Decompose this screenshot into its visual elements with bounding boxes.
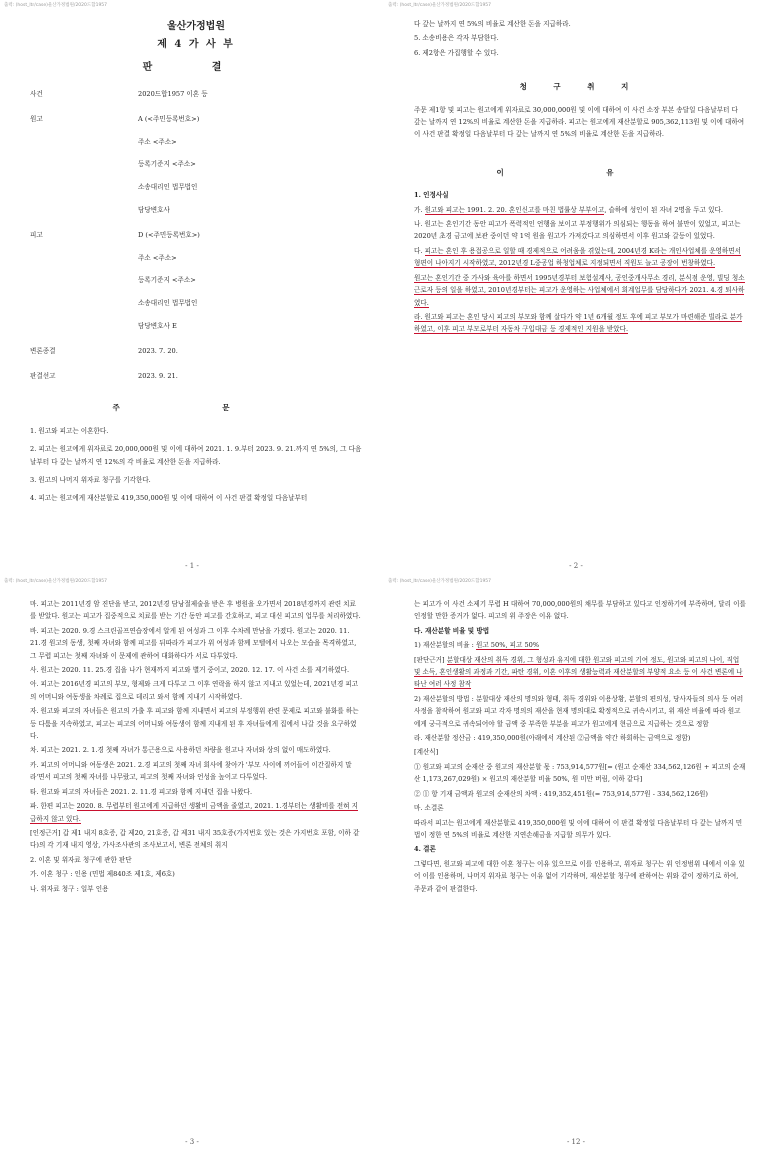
paragraph: 는 피고가 이 사건 소제기 무렵 H 대하여 70,000,000원의 채무를 부담하고 있다고 인정하기에 부족하며, 달리 이를 인정할 만한 증거가 없다. 피고의 위 주장은 이유 없다.	[414, 600, 746, 621]
order-item: 3. 원고의 나머지 위자료 청구를 기각한다.	[30, 475, 151, 484]
court-name: 울산가정법원	[167, 21, 225, 32]
plaintiff-row	[30, 113, 362, 217]
case-row	[30, 88, 362, 101]
close-label: 변론종결	[30, 346, 56, 355]
plaintiff-line: 소송대리인 법무법인	[138, 183, 198, 192]
close-row	[30, 345, 362, 358]
case-value: 2020드합1957 이혼 등	[138, 90, 208, 98]
paragraph: ② ① 항 기재 금액과 원고의 순재산의 차액 : 419,352,451원(= 753,914,577원 - 334,562,126원)	[414, 789, 708, 798]
section-title: 이 유	[496, 167, 664, 177]
paragraph: 카. 피고의 어머니와 여동생은 2021. 2.경 피고의 첫째 자녀 회사에 찾아가 '부모 사이에 끼어들어 이간질하지 말라'면서 피고의 첫째 자녀를 나무랐고, 피고의 첫째 자녀와 언성을 높이고 다투었다.	[30, 760, 352, 782]
close-value: 2023. 7. 20.	[138, 346, 178, 355]
ratio-line: 1) 재산분할의 비율 : 원고 50%, 피고 50%	[414, 641, 540, 650]
text-line: 마. 소결론	[414, 804, 444, 813]
case-label: 사건	[30, 90, 43, 98]
ruling-value: 2023. 9. 21.	[138, 371, 178, 380]
page-header: 출력: (host_ltr/case)울산가정법원/2020드합1957	[4, 3, 108, 8]
defendant-row	[30, 229, 362, 333]
department: 제 4 가 사 부	[157, 39, 235, 50]
paragraph: ① 원고와 피고의 순재산 중 원고의 재산분할 몫 : 753,914,577원[= (원고 순재산 334,562,126원 + 피고의 순재산 1,173,267,029원) × 원고의 재산분할 비율 50%, 원 미만 버림, 이하 같다]	[414, 762, 746, 784]
paragraph-da: 다. 피고는 혼인 후 용접공으로 일할 때 경제적으로 어려움을 겪었는데, 2004년경 K라는 개인사업체를 운영하면서 형편이 나아지기 시작하였고, 2012년경 L중공업 하청업체로 지정되면서 직원도 늘고 공장이 번창하였다.	[414, 246, 742, 268]
text-line: 다 갚는 날까지 연 5%의 비율로 계산한 돈을 지급하라.	[414, 20, 571, 28]
defendant-label: 피고	[30, 230, 43, 239]
sub-heading: 4. 결론	[414, 845, 436, 854]
ruling-row	[30, 370, 362, 383]
claim-text: 주문 제1항 및 피고는 원고에게 위자료로 30,000,000원 및 이에 대하여 이 사건 소장 부본 송달일 다음날부터 다 갚는 날까지 연 12%의 비율로 계산한 돈을 지급하라. 피고는 원고에게 재산분할로 905,362,113원 및 이에 대하여 이 사건 판결 확정일 다음날부터 다 갚는 날까지 연 5%의 비율로 계산한 돈을 지급하라.	[414, 105, 745, 139]
paragraph: 라. 재산분할 정산금 : 419,350,000원(아래에서 계산된 ②금액을 약간 하회하는 금액으로 정함)	[414, 734, 691, 743]
defendant-line: D (<주민등록번호>)	[138, 230, 200, 239]
paragraph-wife	[414, 272, 746, 309]
page-header: 출력: (host_ltr/case)울산가정법원/2020드합1957	[388, 3, 492, 8]
text-line: 5. 소송비용은 각자 부담한다.	[414, 34, 499, 43]
order-item: 1. 원고와 피고는 이혼한다.	[30, 426, 109, 435]
order-item: 2. 피고는 원고에게 위자료로 20,000,000원 및 이에 대하여 2021. 1. 9.부터 2023. 9. 21.까지 연 5%의, 그 다음날부터 다 갚는 날까지 연 12%의 각 비율로 계산한 돈을 지급하라.	[30, 445, 362, 466]
paragraph-na: 나. 원고는 혼인기간 동안 피고가 폭력적인 언행을 보이고 부정행위가 의심되는 행동을 하여 불만이 있었고, 피고는 2020년 초경 금고에 보관 중이던 약 1억 원을 원고가 가져갔다고 의심하면서 이후 원고와 갈등이 있었다.	[414, 220, 741, 241]
underlined-text: 원고 50%, 피고 50%	[475, 641, 540, 650]
underlined-text: 원고는 혼인기간 중 가사와 육아를 하면서 1995년경부터 보험설계사, 공인중개사무소 경리, 분식점 운영, 빌딩 청소근로자 등의 일을 하였고, 2010년경부터는 피고가 운영하는 사업체에서 회계업무를 담당하다가 2021. 4.경 퇴사하였다.	[414, 273, 745, 307]
text-line: 6. 제2항은 가집행할 수 있다.	[414, 48, 499, 57]
defendant-line: 담당변호사 E	[138, 321, 177, 330]
text-line: 나. 위자료 청구 : 일부 인용	[30, 884, 109, 893]
paragraph: 타. 원고와 피고의 자녀들은 2021. 2. 11.경 피고와 함께 지내던 집을 나왔다.	[30, 787, 253, 796]
page-header: 출력: (host_ltr/case)울산가정법원/2020드합1957	[388, 579, 492, 584]
order-item: 4. 피고는 원고에게 재산분할로 419,350,000원 및 이에 대하여 이 사건 판결 확정일 다음날부터	[30, 494, 308, 503]
plaintiff-line: 등록기준지 <주소>	[138, 160, 196, 169]
paragraph: 아. 피고는 2016년경 피고의 부모, 형제와 크게 다투고 그 이후 연락을 하지 않고 지내고 있었는데, 2021년경 피고의 어머니와 여동생을 차례로 집으로 데리고 와서 함께 지내기 시작하였다.	[30, 680, 359, 701]
underlined-text: 원고와 피고는 1991. 2. 20. 혼인신고를 마친 법률상 부부이고	[424, 205, 605, 214]
paragraph: 사. 원고는 2020. 11. 25.경 집을 나가 현재까지 피고와 별거 중이고, 2020. 12. 17. 이 사건 소를 제기하였다.	[30, 666, 350, 675]
text-line: [계산식]	[414, 748, 439, 757]
sub-heading: 1. 인정사실	[414, 191, 449, 200]
plaintiff-line: A (<주민등록번호>)	[138, 114, 200, 123]
paragraph: 따라서 피고는 원고에게 재산분할로 419,350,000원 및 이에 대하여 이 판결 확정일 다음날부터 다 갚는 날까지 민법이 정한 연 5%의 비율로 계산한 지연손해금을 지급할 의무가 있다.	[414, 818, 743, 839]
section-title: 주 문	[112, 403, 280, 413]
page-header: 출력: (host_ltr/case)울산가정법원/2020드합1957	[4, 579, 108, 584]
paragraph: 그렇다면, 원고와 피고에 대한 이혼 청구는 이유 있으므로 이를 인용하고, 위자료 청구는 위 인정범위 내에서 이유 있어 이를 인용하며, 나머지 위자료 청구는 이유 없어 기각하며, 재산분할 청구에 관하여는 위와 같이 정하기로 하여, 주문과 같이 판결한다.	[414, 859, 745, 893]
defendant-line: 소송대리인 법무법인	[138, 299, 198, 308]
paragraph: 자. 원고와 피고의 자녀들은 원고의 가출 후 피고와 함께 지내면서 피고의 부정행위 관련 문제로 피고와 불화를 하는 등 다툼을 지속하였고, 피고는 피고의 어머니와 여동생이 함께 지내게 된 후 자녀들에게 집에서 나갈 것을 요구하였다.	[30, 707, 359, 741]
underlined-text: 분할대상 재산의 취득 경위, 그 형성과 유지에 대한 원고와 피고의 기여 정도, 원고와 피고의 나이, 직업 및 소득, 혼인생활의 과정과 기간, 파탄 경위, 이혼 이후의 생활능력과 재산분할의 부양적 요소 등 이 사건 변론에 나타난 여러 사정 참작	[414, 655, 743, 689]
plaintiff-label: 원고	[30, 114, 43, 123]
page-number: - 1 -	[185, 562, 199, 570]
ruling-label: 판결선고	[30, 371, 56, 380]
text-line: 가. 이혼 청구 : 인용 (민법 제840조 제1호, 제6호)	[30, 870, 175, 879]
page-number: - 3 -	[185, 1138, 199, 1146]
document-page-12	[384, 576, 768, 1152]
text-line: 2. 이혼 및 위자료 청구에 관한 판단	[30, 855, 132, 864]
document-page-3	[0, 576, 384, 1152]
paragraph-pa: 파. 한편 피고는 2020. 8. 무렵부터 원고에게 지급하던 생활비 금액을 줄였고, 2021. 1.경부터는 생활비를 전혀 지급하지 않고 있다.	[30, 802, 359, 823]
paragraph-ga: 가. 원고와 피고는 1991. 2. 20. 혼인신고를 마친 법률상 부부이고, 슬하에 성인이 된 자녀 2명을 두고 있다.	[414, 205, 723, 214]
paragraph: 2) 재산분할의 방법 : 분할대상 재산의 명의와 형태, 취득 경위와 이용상황, 분할의 편의성, 당사자들의 의사 등 여러 사정을 참작하여 원고와 피고 각자 명의의 재산을 현재 명의대로 확정적으로 귀속시키고, 위 재산 비율에 따라 원고에게 궁극적으로 귀속되어야 할 금액 중 부족한 부분을 피고가 원고에게 현금으로 지급하는 것으로 정함	[414, 694, 744, 728]
document-page-1	[0, 0, 384, 576]
defendant-line: 등록기준지 <주소>	[138, 276, 196, 285]
page-number: - 2 -	[569, 562, 583, 570]
paragraph: 차. 피고는 2021. 2. 1.경 첫째 자녀가 통근용으로 사용하던 차량을 원고나 자녀와 상의 없이 매도하였다.	[30, 746, 331, 755]
sub-heading: 다. 재산분할 비율 및 방법	[414, 626, 490, 635]
evidence-note: [인정근거] 갑 제1 내지 8호증, 갑 제20, 21호증, 갑 제31 내지 35호증(가지번호 있는 것은 가지번호 포함, 이하 같다)의 각 기재 내지 영상, 가사조사관의 조사보고서, 변론 전체의 취지	[30, 828, 360, 850]
basis-note: [판단근거] 분할대상 재산의 취득 경위, 그 형성과 유지에 대한 원고와 피고의 기여 정도, 원고와 피고의 나이, 직업 및 소득, 혼인생활의 과정과 기간, 파탄 경위, 이혼 이후의 생활능력과 재산분할의 부양적 요소 등 이 사건 변론에 나타난 여러 사정 참작	[414, 655, 743, 689]
defendant-line: 주소 <주소>	[138, 253, 177, 262]
paragraph-ra	[414, 311, 746, 336]
paragraph: 바. 피고는 2020. 9.경 스크린골프연습장에서 알게 된 여성과 그 이후 수차례 만남을 가졌다. 원고는 2020. 11. 21.경 원고의 동생, 첫째 자녀와 함께 피고를 뒤따라가 피고가 위 여성과 함께 모텔에서 나오는 모습을 목격하였고, 그 무렵 피고는 첫째 자녀와 이 문제에 관하여 대화하다가 서로 다투었다.	[30, 626, 357, 660]
section-title: 청 구 취 지	[519, 82, 641, 92]
underlined-text: 피고는 혼인 후 용접공으로 일할 때 경제적으로 어려움을 겪었는데, 2004년경 K라는 개인사업체를 운영하면서 형편이 나아지기 시작하였고, 2012년경 L중공업 하청업체로 지정되면서 직원도 늘고 공장이 번창하였다.	[414, 246, 742, 268]
document-page-2	[384, 0, 768, 576]
page-number: - 12 -	[566, 1138, 586, 1146]
paragraph: 마. 피고는 2011년경 암 진단을 받고, 2012년경 담낭절제술을 받은 후 병원을 오가면서 2018년경까지 관련 치료를 받았다. 원고는 피고가 집중적으로 치료를 받는 기간 동안 피고를 간호하고, 피고 대신 피고의 업무를 처리하였다.	[30, 600, 361, 621]
plaintiff-line: 담당변호사	[138, 205, 170, 214]
plaintiff-line: 주소 <주소>	[138, 137, 177, 146]
judgment-title: 판 결	[142, 62, 250, 73]
underlined-text: 라. 원고와 피고는 혼인 당시 피고의 부모와 함께 살다가 약 1년 6개월 정도 후에 피고 부모가 마련해준 빌라로 분가하였고, 이후 피고 부모로부터 자동차 구입대금 등 경제적인 지원을 받았다.	[414, 312, 743, 334]
underlined-text: 2020. 8. 무렵부터 원고에게 지급하던 생활비 금액을 줄였고, 2021. 1.경부터는 생활비를 전혀 지급하지 않고 있다.	[30, 802, 359, 823]
